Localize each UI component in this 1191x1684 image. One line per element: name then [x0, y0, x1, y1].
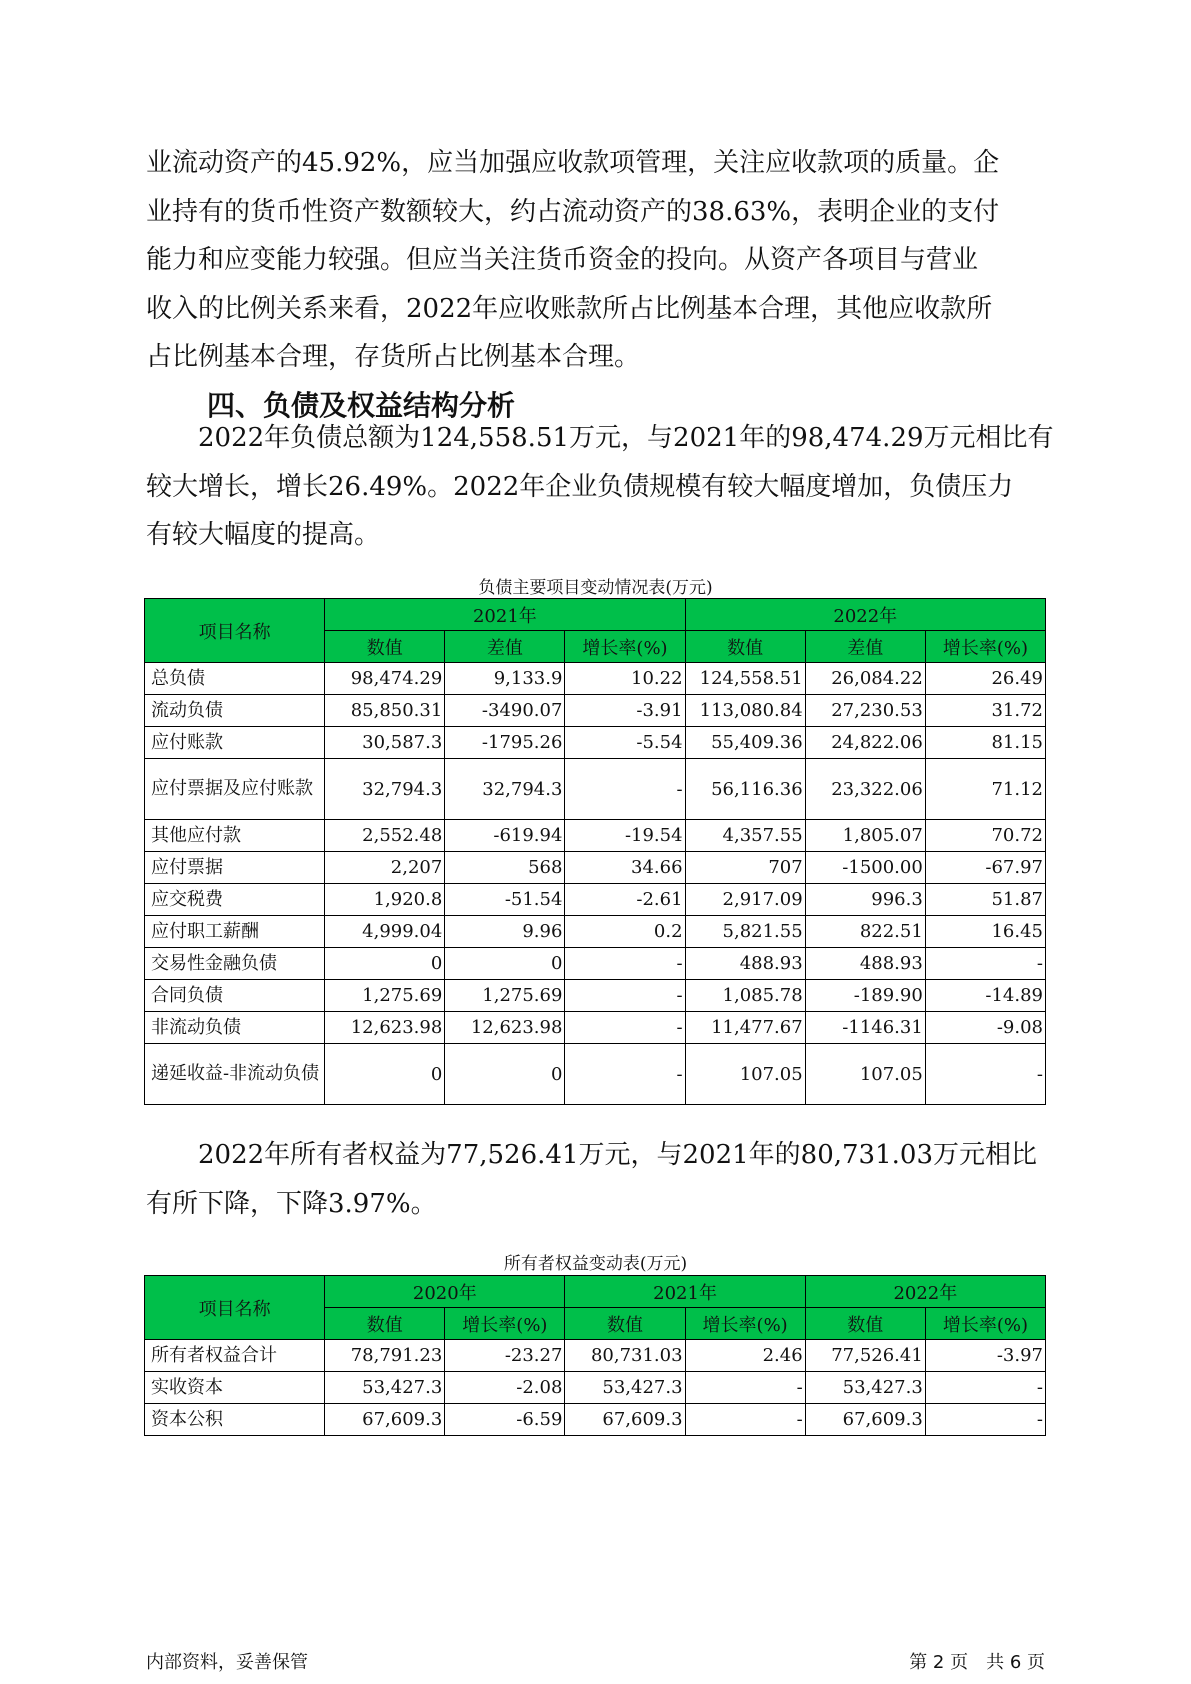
table-cell: -19.54 — [565, 820, 685, 852]
text-line: 占比例基本合理，存货所占比例基本合理。 — [146, 342, 641, 372]
text-line: 有较大幅度的提高。 — [146, 520, 381, 550]
table-cell: -3490.07 — [445, 695, 565, 727]
equity-table — [144, 1275, 1046, 1436]
sub-header: 数值 — [565, 1308, 685, 1340]
table-cell: 67,609.3 — [805, 1404, 925, 1436]
footer-note: 内部资料，妥善保管 — [146, 1652, 308, 1673]
table-cell: 0.2 — [565, 916, 685, 948]
table-cell: 568 — [445, 852, 565, 884]
table-cell: 0 — [445, 1044, 565, 1105]
table-cell: - — [925, 1044, 1045, 1105]
table-row — [145, 1044, 1046, 1105]
table-cell: 9,133.9 — [445, 663, 565, 695]
table-cell: - — [565, 759, 685, 820]
table-cell: 53,427.3 — [565, 1372, 685, 1404]
year-header: 2022年 — [805, 1276, 1045, 1308]
row-label: 所有者权益合计 — [145, 1340, 325, 1372]
table-cell: -189.90 — [805, 980, 925, 1012]
row-label: 应付票据及应付账款 — [145, 759, 325, 820]
text-line: 2022年所有者权益为77,526.41万元，与2021年的80,731.03万元相比 — [146, 1140, 1037, 1170]
table-cell: 107.05 — [805, 1044, 925, 1105]
table-cell: -3.91 — [565, 695, 685, 727]
year-header: 2022年 — [685, 599, 1045, 631]
sub-header: 增长率(%) — [925, 1308, 1045, 1340]
table-cell: 56,116.36 — [685, 759, 805, 820]
table-row — [145, 980, 1046, 1012]
table-cell: -14.89 — [925, 980, 1045, 1012]
table-cell: -23.27 — [445, 1340, 565, 1372]
sub-header: 增长率(%) — [565, 631, 685, 663]
table-cell: 4,357.55 — [685, 820, 805, 852]
table-cell: - — [925, 1372, 1045, 1404]
table-cell: - — [925, 1404, 1045, 1436]
year-header: 2021年 — [325, 599, 685, 631]
row-label: 非流动负债 — [145, 1012, 325, 1044]
table-row — [145, 1340, 1046, 1372]
table-cell: 67,609.3 — [565, 1404, 685, 1436]
row-label: 流动负债 — [145, 695, 325, 727]
table-cell: -1500.00 — [805, 852, 925, 884]
table-cell: 80,731.03 — [565, 1340, 685, 1372]
table-cell: - — [565, 980, 685, 1012]
table-row — [145, 884, 1046, 916]
table-cell: 26.49 — [925, 663, 1045, 695]
table-cell: 32,794.3 — [445, 759, 565, 820]
table-cell: -3.97 — [925, 1340, 1045, 1372]
table-cell: 77,526.41 — [805, 1340, 925, 1372]
table-cell: -1795.26 — [445, 727, 565, 759]
table-cell: 2.46 — [685, 1340, 805, 1372]
row-label: 资本公积 — [145, 1404, 325, 1436]
table-cell: 124,558.51 — [685, 663, 805, 695]
table-cell: - — [925, 948, 1045, 980]
row-label: 应付票据 — [145, 852, 325, 884]
table-cell: 488.93 — [685, 948, 805, 980]
row-label: 交易性金融负债 — [145, 948, 325, 980]
table-cell: 10.22 — [565, 663, 685, 695]
table-row — [145, 1404, 1046, 1436]
table-cell: 1,805.07 — [805, 820, 925, 852]
sub-header: 数值 — [325, 1308, 445, 1340]
liability-table — [144, 598, 1046, 1105]
table-cell: 488.93 — [805, 948, 925, 980]
table-cell: - — [685, 1372, 805, 1404]
table-row — [145, 759, 1046, 820]
table-cell: 53,427.3 — [325, 1372, 445, 1404]
table-cell: 26,084.22 — [805, 663, 925, 695]
table-row — [145, 1012, 1046, 1044]
row-label: 应付职工薪酬 — [145, 916, 325, 948]
table-cell: 24,822.06 — [805, 727, 925, 759]
table-cell: 34.66 — [565, 852, 685, 884]
table-cell: 1,275.69 — [445, 980, 565, 1012]
table-cell: 30,587.3 — [325, 727, 445, 759]
table-cell: -2.61 — [565, 884, 685, 916]
table-cell: - — [565, 1012, 685, 1044]
row-label: 递延收益-非流动负债 — [145, 1044, 325, 1105]
table-cell: 1,085.78 — [685, 980, 805, 1012]
sub-header: 差值 — [445, 631, 565, 663]
table-cell: 0 — [445, 948, 565, 980]
text-line: 业持有的货币性资产数额较大，约占流动资产的38.63%，表明企业的支付 — [146, 196, 1000, 227]
sub-header: 增长率(%) — [685, 1308, 805, 1340]
table-row — [145, 916, 1046, 948]
sub-header: 数值 — [805, 1308, 925, 1340]
row-label: 实收资本 — [145, 1372, 325, 1404]
table-cell: -51.54 — [445, 884, 565, 916]
table-row — [145, 727, 1046, 759]
table-cell: 11,477.67 — [685, 1012, 805, 1044]
table-cell: 31.72 — [925, 695, 1045, 727]
table-cell: -67.97 — [925, 852, 1045, 884]
table-cell: 2,917.09 — [685, 884, 805, 916]
table-cell: 78,791.23 — [325, 1340, 445, 1372]
table-cell: -2.08 — [445, 1372, 565, 1404]
text-line: 能力和应变能力较强。但应当关注货币资金的投向。从资产各项目与营业 — [146, 245, 979, 275]
table-cell: 707 — [685, 852, 805, 884]
table-cell: 822.51 — [805, 916, 925, 948]
year-header: 2021年 — [565, 1276, 805, 1308]
text-line: 有所下降，下降3.97%。 — [146, 1188, 437, 1219]
table-cell: 5,821.55 — [685, 916, 805, 948]
table-cell: 67,609.3 — [325, 1404, 445, 1436]
table-cell: 55,409.36 — [685, 727, 805, 759]
sub-header: 增长率(%) — [925, 631, 1045, 663]
table-cell: 71.12 — [925, 759, 1045, 820]
table-cell: 70.72 — [925, 820, 1045, 852]
paragraph-liabilities — [146, 414, 1054, 560]
liability-table-caption: 负债主要项目变动情况表(万元) — [478, 578, 713, 598]
table-cell: -1146.31 — [805, 1012, 925, 1044]
text-line: 业流动资产的45.92%，应当加强应收款项管理，关注应收款项的质量。企 — [146, 148, 1000, 178]
table-cell: 2,552.48 — [325, 820, 445, 852]
table-cell: 113,080.84 — [685, 695, 805, 727]
sub-header: 数值 — [685, 631, 805, 663]
table-row — [145, 820, 1046, 852]
table-cell: - — [565, 1044, 685, 1105]
year-header: 2020年 — [325, 1276, 565, 1308]
table-row — [145, 1372, 1046, 1404]
text-line: 较大增长，增长26.49%。2022年企业负债规模有较大幅度增加，负债压力 — [146, 471, 1014, 502]
table-cell: 85,850.31 — [325, 695, 445, 727]
table-cell: - — [565, 948, 685, 980]
table-cell: 2,207 — [325, 852, 445, 884]
sub-header: 增长率(%) — [445, 1308, 565, 1340]
page-number: 第 2 页 共 6 页 — [909, 1652, 1045, 1673]
table-cell: 23,322.06 — [805, 759, 925, 820]
row-label: 总负债 — [145, 663, 325, 695]
table-cell: - — [685, 1404, 805, 1436]
row-label: 应交税费 — [145, 884, 325, 916]
table-cell: -6.59 — [445, 1404, 565, 1436]
name-header: 项目名称 — [145, 599, 325, 663]
row-label: 其他应付款 — [145, 820, 325, 852]
table-cell: 9.96 — [445, 916, 565, 948]
table-cell: 12,623.98 — [325, 1012, 445, 1044]
table-row — [145, 663, 1046, 695]
table-cell: 12,623.98 — [445, 1012, 565, 1044]
equity-table-caption: 所有者权益变动表(万元) — [503, 1254, 688, 1274]
paragraph-assets-continued — [146, 139, 1046, 382]
table-row — [145, 852, 1046, 884]
table-cell: -619.94 — [445, 820, 565, 852]
table-cell: 996.3 — [805, 884, 925, 916]
table-cell: 81.15 — [925, 727, 1045, 759]
table-cell: 107.05 — [685, 1044, 805, 1105]
table-cell: 27,230.53 — [805, 695, 925, 727]
table-cell: 32,794.3 — [325, 759, 445, 820]
sub-header: 数值 — [325, 631, 445, 663]
paragraph-equity — [146, 1131, 1046, 1228]
text-line: 收入的比例关系来看，2022年应收账款所占比例基本合理，其他应收款所 — [146, 293, 993, 324]
table-cell: 98,474.29 — [325, 663, 445, 695]
table-cell: 4,999.04 — [325, 916, 445, 948]
sub-header: 差值 — [805, 631, 925, 663]
table-cell: 16.45 — [925, 916, 1045, 948]
table-row — [145, 948, 1046, 980]
name-header: 项目名称 — [145, 1276, 325, 1340]
table-cell: 1,920.8 — [325, 884, 445, 916]
table-cell: 0 — [325, 948, 445, 980]
table-cell: 51.87 — [925, 884, 1045, 916]
table-cell: 1,275.69 — [325, 980, 445, 1012]
row-label: 应付账款 — [145, 727, 325, 759]
table-cell: 0 — [325, 1044, 445, 1105]
text-line: 2022年负债总额为124,558.51万元，与2021年的98,474.29万元相比有 — [146, 423, 1054, 453]
table-cell: 53,427.3 — [805, 1372, 925, 1404]
table-cell: -5.54 — [565, 727, 685, 759]
table-cell: -9.08 — [925, 1012, 1045, 1044]
table-row — [145, 695, 1046, 727]
row-label: 合同负债 — [145, 980, 325, 1012]
section-heading: 四、负债及权益结构分析 — [207, 389, 516, 422]
